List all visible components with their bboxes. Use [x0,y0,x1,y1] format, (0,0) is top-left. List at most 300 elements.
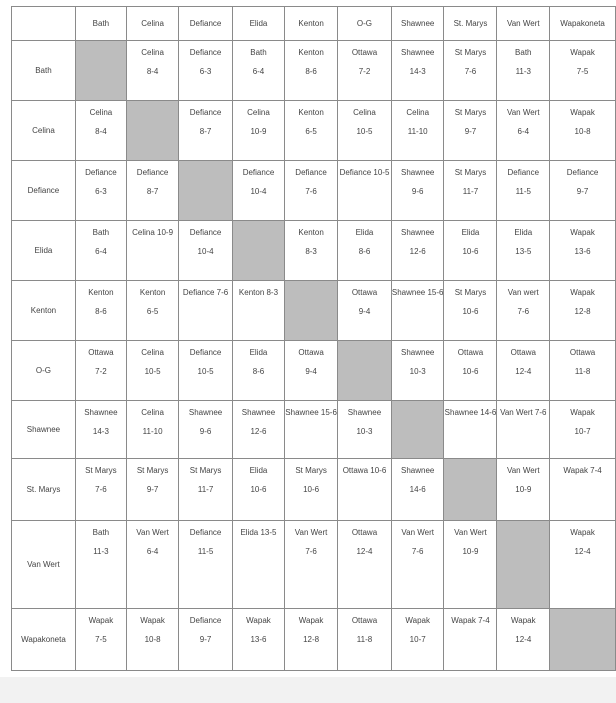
score-label: 7-6 [464,67,477,76]
result-cell [75,101,126,161]
result-cell [444,609,497,671]
result-cell [75,221,126,281]
table-row [12,341,616,401]
score-label: 10-9 [462,547,479,556]
result-cell [285,41,338,101]
result-cell [497,341,550,401]
winner-label: Celina [141,48,164,57]
row-header: Wapakoneta [12,609,76,671]
result-cell [444,41,497,101]
score-label: 9-4 [305,367,317,376]
score-label: 10-6 [250,485,267,494]
score-label: 7-2 [358,67,371,76]
winner-label: Shawnee [401,168,435,177]
self-match-cell [75,41,126,101]
winner-label: Ottawa [569,348,596,357]
row-header: Shawnee [12,401,76,459]
winner-label: Defiance 7-6 [182,288,229,297]
result-cell [179,221,233,281]
result-cell [75,401,126,459]
result-cell [550,41,616,101]
score-label: 13-6 [574,247,591,256]
result-cell [75,161,126,221]
score-label: 10-4 [197,247,214,256]
score-label: 10-6 [303,485,320,494]
row-header: Van Wert [12,521,76,609]
winner-label: Shawnee [84,408,118,417]
score-label: 9-6 [199,427,212,436]
score-label: 11-3 [93,547,109,556]
result-cell [497,221,550,281]
header-row [12,7,616,41]
score-label: 10-5 [144,367,161,376]
winner-label: Ottawa 10-6 [342,466,387,475]
winner-label: Shawnee [401,48,435,57]
result-cell [126,459,178,521]
score-label: 12-6 [409,247,426,256]
row-header: St. Marys [12,459,76,521]
score-label: 8-4 [95,127,107,136]
winner-label: Ottawa [351,288,378,297]
winner-label: St Marys [454,48,487,57]
result-cell [550,281,616,341]
winner-label: Shawnee 15-6 [391,288,444,297]
score-label: 14-3 [409,67,426,76]
table-row [12,281,616,341]
winner-label: Shawnee 15-6 [285,408,337,417]
score-label: 12-8 [574,307,591,316]
winner-label: Van Wert 7-6 [500,408,547,417]
page-footer-bar [0,677,616,703]
winner-label: Elida 13-5 [240,528,277,537]
result-cell [338,221,392,281]
score-label: 10-6 [462,367,479,376]
score-label: 7-6 [411,547,424,556]
result-cell [391,609,444,671]
score-label: 9-6 [411,187,424,196]
score-label: 10-6 [462,307,479,316]
winner-label: Kenton [298,48,324,57]
result-cell [444,101,497,161]
winner-label: Defiance [295,168,327,177]
result-cell [126,161,178,221]
winner-label: Elida [249,348,268,357]
score-label: 11-5 [515,187,531,196]
winner-label: Defiance [242,168,275,177]
score-label: 8-3 [305,247,317,256]
winner-label: Bath [92,228,110,237]
winner-label: Celina [406,108,430,117]
winner-label: Defiance [189,348,222,357]
winner-label: Van Wert [454,528,487,537]
winner-label: Ottawa [351,528,378,537]
result-cell [179,341,233,401]
winner-label: Defiance [189,616,222,625]
column-header: Bath [75,7,126,41]
result-cell [497,161,550,221]
winner-label: Bath [515,48,532,57]
winner-label: Wapak [570,288,595,297]
score-label: 7-5 [576,67,589,76]
score-label: 7-6 [95,485,107,494]
winner-label: St Marys [295,466,327,475]
result-cell [179,459,233,521]
result-cell [232,41,284,101]
result-cell [179,609,233,671]
score-label: 10-6 [462,247,479,256]
score-label: 10-9 [515,485,532,494]
winner-label: St Marys [85,466,117,475]
column-header: Kenton [285,7,338,41]
winner-label: Van wert [507,288,539,297]
score-label: 11-7 [462,187,479,196]
result-cell [338,459,392,521]
result-cell [444,161,497,221]
result-cell [391,459,444,521]
winner-label: Celina [353,108,376,117]
winner-label: St Marys [454,168,487,177]
result-cell [75,609,126,671]
score-label: 11-10 [142,427,163,436]
score-label: 11-5 [197,547,214,556]
score-label: 12-4 [515,367,532,376]
result-cell [232,281,284,341]
result-cell [126,521,178,609]
score-label: 6-3 [199,67,212,76]
result-cell [497,609,550,671]
result-cell [338,281,392,341]
result-cell [232,459,284,521]
score-label: 11-8 [356,635,373,644]
score-label: 10-8 [144,635,161,644]
column-header: Van Wert [497,7,550,41]
winner-label: St Marys [454,288,487,297]
winner-label: Elida [249,466,268,475]
result-cell [444,401,497,459]
self-match-cell [285,281,338,341]
table-row [12,161,616,221]
result-cell [179,281,233,341]
winner-label: St Marys [136,466,169,475]
winner-label: Defiance [189,228,222,237]
winner-label: Elida [355,228,374,237]
winner-label: Van Wert [506,108,540,117]
winner-label: Wapak 7-4 [563,466,602,475]
result-cell [126,609,178,671]
winner-label: Celina 10-9 [132,228,174,237]
score-label: 9-4 [358,307,371,316]
result-cell [232,609,284,671]
result-cell [232,101,284,161]
row-header: Elida [12,221,76,281]
result-cell [497,41,550,101]
score-label: 8-7 [146,187,159,196]
result-cell [391,281,444,341]
winner-label: Ottawa [457,348,484,357]
winner-label: Wapak [570,228,595,237]
winner-label: Shawnee [347,408,382,417]
score-label: 8-6 [95,307,107,316]
score-label: 6-4 [517,127,530,136]
winner-label: Wapak [140,616,165,625]
result-cell [391,521,444,609]
score-label: 12-4 [515,635,532,644]
corner-cell [12,7,76,41]
winner-label: Wapak [570,108,595,117]
score-label: 6-5 [146,307,159,316]
result-cell [285,521,338,609]
result-cell [75,341,126,401]
winner-label: Wapak [570,408,595,417]
column-header: Celina [126,7,178,41]
score-label: 9-7 [464,127,477,136]
column-header: O-G [338,7,392,41]
winner-label: Wapak [405,616,430,625]
result-cell [285,459,338,521]
score-label: 8-6 [252,367,265,376]
result-cell [444,341,497,401]
result-cell [391,221,444,281]
self-match-cell [126,101,178,161]
winner-label: Wapak [570,528,595,537]
score-label: 9-7 [576,187,589,196]
result-cell [179,101,233,161]
result-cell [179,41,233,101]
winner-label: Celina [247,108,270,117]
result-cell [444,281,497,341]
score-label: 8-6 [305,67,317,76]
column-header: Defiance [179,7,233,41]
score-label: 9-7 [199,635,212,644]
score-label: 14-6 [409,485,426,494]
score-label: 10-3 [409,367,426,376]
result-cell [285,161,338,221]
column-header: Shawnee [391,7,444,41]
winner-label: Ottawa [510,348,536,357]
winner-label: Shawnee 14-6 [444,408,497,417]
score-label: 7-2 [95,367,107,376]
winner-label: Elida [514,228,533,237]
result-cell [126,41,178,101]
score-label: 13-6 [250,635,267,644]
result-cell [75,281,126,341]
result-cell [391,341,444,401]
winner-label: St Marys [454,108,487,117]
table-row [12,41,616,101]
column-header: Wapakoneta [550,7,616,41]
row-header: Kenton [12,281,76,341]
score-label: 6-5 [305,127,317,136]
result-cell [126,221,178,281]
winner-label: Shawnee [401,466,435,475]
winner-label: Shawnee [401,228,435,237]
self-match-cell [391,401,444,459]
score-label: 10-7 [574,427,591,436]
score-label: 12-6 [250,427,267,436]
winner-label: Van Wert [401,528,434,537]
winner-label: Shawnee [241,408,276,417]
winner-label: Wapak [246,616,271,625]
result-cell [550,221,616,281]
score-label: 6-4 [252,67,265,76]
row-header: O-G [12,341,76,401]
winner-label: Shawnee [188,408,223,417]
result-cell [550,161,616,221]
winner-label: Celina [89,108,113,117]
score-label: 7-6 [305,187,317,196]
score-label: 10-5 [197,367,214,376]
winner-label: Kenton 8-3 [238,288,279,297]
winner-label: Wapak [88,616,114,625]
score-label: 12-8 [303,635,320,644]
score-label: 8-7 [199,127,212,136]
result-cell [232,161,284,221]
result-cell [497,101,550,161]
self-match-cell [338,341,392,401]
table-row [12,401,616,459]
winner-label: Defiance [566,168,599,177]
winner-label: Van Wert [506,466,540,475]
table-row [12,521,616,609]
score-label: 12-4 [356,547,373,556]
score-label: 10-8 [574,127,591,136]
result-cell [338,609,392,671]
table-row [12,101,616,161]
score-label: 8-6 [358,247,371,256]
row-header: Bath [12,41,76,101]
result-cell [444,521,497,609]
score-label: 12-4 [574,547,591,556]
winner-label: Defiance [136,168,169,177]
winner-label: Bath [250,48,267,57]
result-cell [444,221,497,281]
winner-label: Kenton [298,108,324,117]
row-header: Defiance [12,161,76,221]
winner-label: Wapak [510,616,536,625]
result-cell [338,521,392,609]
score-label: 13-5 [515,247,532,256]
result-cell [179,521,233,609]
result-cell [497,459,550,521]
result-cell [338,41,392,101]
winner-label: Defiance [85,168,117,177]
result-cell [497,281,550,341]
score-label: 10-7 [409,635,426,644]
winner-label: Bath [92,528,110,537]
self-match-cell [444,459,497,521]
winner-label: Wapak 7-4 [451,616,490,625]
winner-label: Wapak [570,48,595,57]
result-cell [126,341,178,401]
result-cell [550,101,616,161]
result-cell [391,41,444,101]
result-cell [391,101,444,161]
winner-label: Ottawa [351,48,378,57]
column-header: Elida [232,7,284,41]
winner-label: Celina [141,348,164,357]
score-label: 6-3 [95,187,107,196]
winner-label: Wapak [298,616,324,625]
result-cell [338,101,392,161]
result-cell [75,521,126,609]
table-row [12,221,616,281]
result-cell [126,281,178,341]
winner-label: Kenton [298,228,324,237]
winner-label: St Marys [189,466,222,475]
winner-label: Kenton [139,288,166,297]
result-cell [497,401,550,459]
result-cell [285,221,338,281]
winner-label: Shawnee [401,348,435,357]
result-cell [232,401,284,459]
score-label: 10-5 [356,127,373,136]
result-cell [285,609,338,671]
result-cell [285,401,338,459]
score-label: 8-4 [146,67,159,76]
self-match-cell [550,609,616,671]
self-match-cell [497,521,550,609]
column-header: St. Marys [444,7,497,41]
result-cell [550,341,616,401]
result-cell [179,401,233,459]
row-header: Celina [12,101,76,161]
score-label: 10-3 [356,427,373,436]
self-match-cell [179,161,233,221]
score-label: 7-6 [517,307,530,316]
winner-label: Defiance [507,168,540,177]
result-cell [232,521,284,609]
score-label: 6-4 [146,547,159,556]
result-cell [232,341,284,401]
score-label: 14-3 [92,427,109,436]
score-label: 10-4 [250,187,267,196]
winner-label: Elida [461,228,480,237]
score-label: 11-8 [574,367,591,376]
winner-label: Van Wert [294,528,328,537]
winner-label: Ottawa [351,616,378,625]
score-label: 10-9 [250,127,267,136]
result-cell [550,521,616,609]
table-row [12,609,616,671]
score-label: 7-6 [305,547,317,556]
result-cell [338,401,392,459]
winner-label: Ottawa [88,348,114,357]
results-grid [11,6,616,671]
result-cell [391,161,444,221]
result-cell [75,459,126,521]
result-cell [550,459,616,521]
winner-label: Celina [141,408,164,417]
result-cell [285,101,338,161]
winner-label: Defiance 10-5 [339,168,390,177]
score-label: 6-4 [95,247,107,256]
score-label: 11-7 [197,485,214,494]
score-label: 11-3 [515,67,531,76]
winner-label: Defiance [189,108,222,117]
score-label: 7-5 [95,635,107,644]
winner-label: Ottawa [298,348,324,357]
winner-label: Kenton [88,288,114,297]
result-cell [285,341,338,401]
self-match-cell [232,221,284,281]
score-label: 9-7 [146,485,159,494]
result-cell [550,401,616,459]
winner-label: Defiance [189,48,222,57]
table-row [12,459,616,521]
winner-label: Van Wert [136,528,169,537]
score-label: 11-10 [407,127,428,136]
result-cell [338,161,392,221]
